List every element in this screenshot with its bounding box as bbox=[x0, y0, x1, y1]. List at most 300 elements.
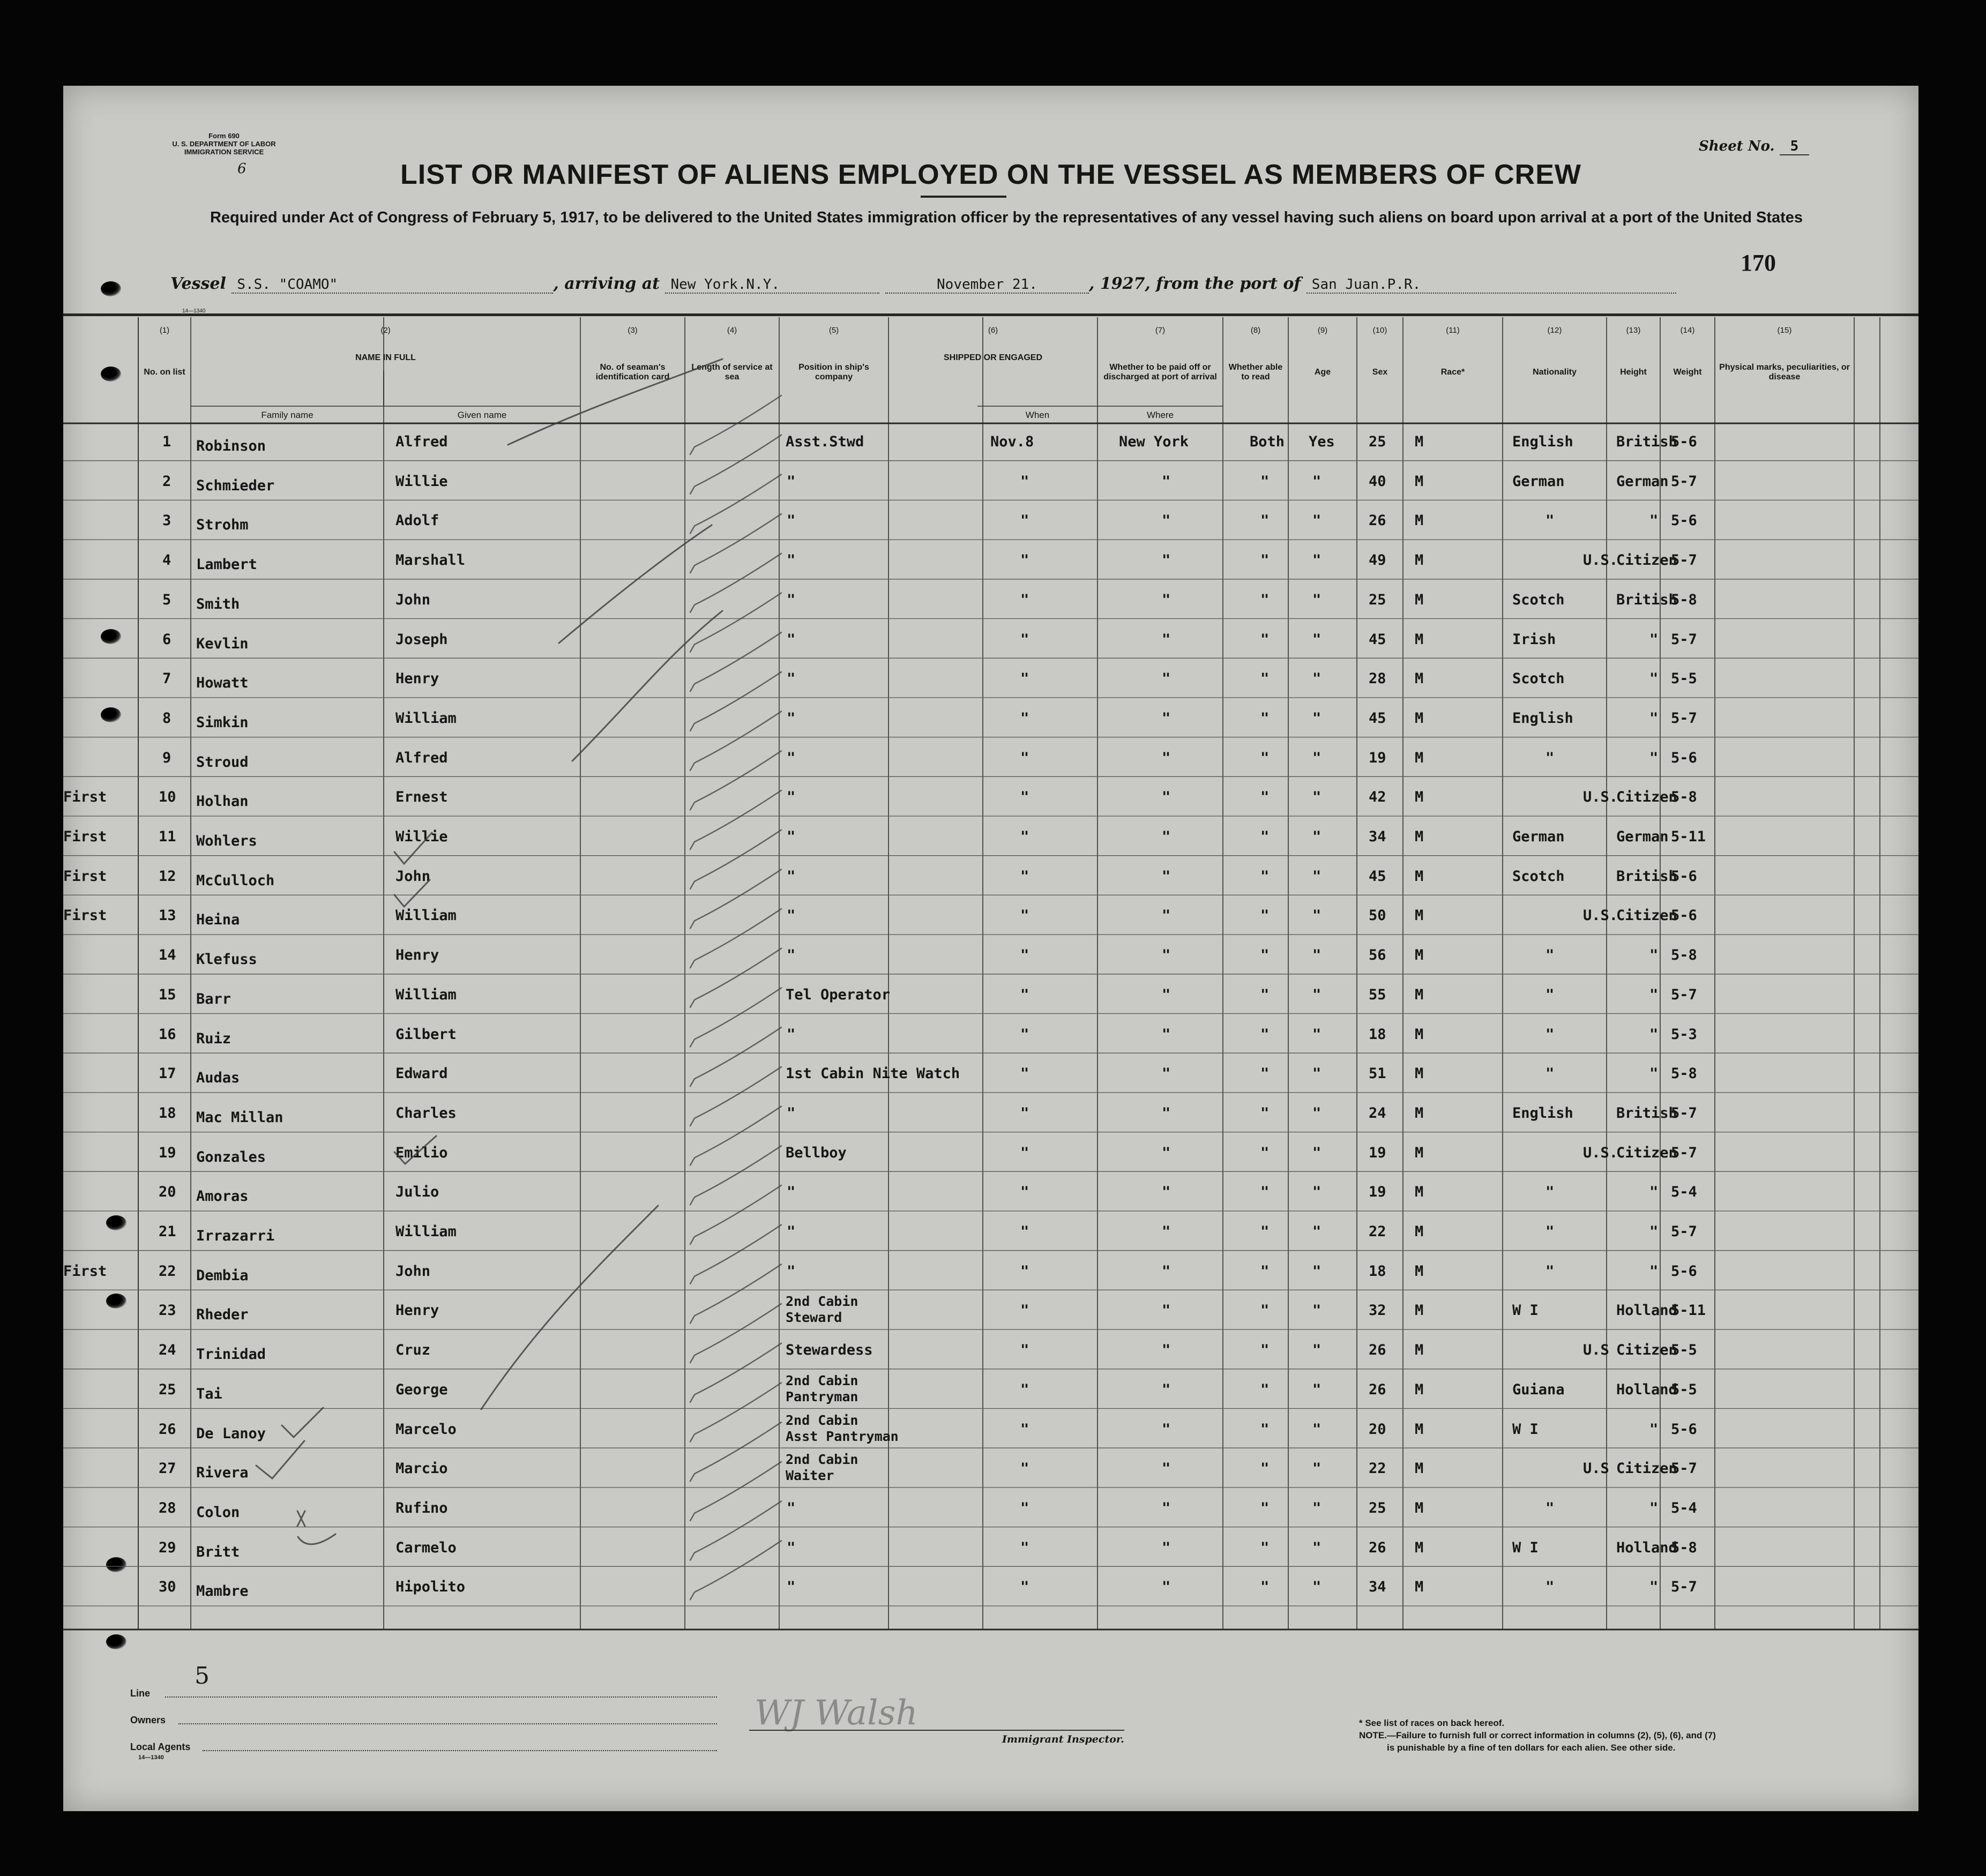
shipped-when: " bbox=[1020, 1342, 1029, 1359]
shipped-where: " bbox=[1162, 512, 1171, 529]
sex: M bbox=[1415, 1499, 1424, 1516]
binder-hole bbox=[106, 1634, 126, 1649]
sex: M bbox=[1415, 512, 1424, 529]
pencil-tick bbox=[690, 1264, 781, 1323]
position-line-1: 2nd Cabin bbox=[786, 1372, 858, 1388]
footer-line-rule bbox=[165, 1696, 717, 1698]
column-number-9: (9) bbox=[1317, 326, 1328, 335]
able-to-read: Yes bbox=[1309, 434, 1335, 450]
shipped-where: " bbox=[1162, 709, 1171, 727]
position: Stewardess bbox=[786, 1342, 873, 1359]
pencil-tick bbox=[690, 830, 781, 889]
position-line-2: Steward bbox=[786, 1310, 842, 1326]
sex: M bbox=[1415, 1302, 1424, 1319]
family-name: Britt bbox=[196, 1543, 240, 1560]
family-name: Colon bbox=[196, 1504, 240, 1521]
able-to-read: " bbox=[1312, 1184, 1321, 1201]
able-to-read: " bbox=[1312, 552, 1321, 569]
row-number: 1 bbox=[162, 434, 171, 450]
pencil-tick bbox=[690, 632, 781, 691]
shipped-when: " bbox=[1020, 1065, 1029, 1082]
sex: M bbox=[1415, 473, 1424, 490]
race: English bbox=[1512, 434, 1573, 450]
position: " bbox=[787, 907, 796, 924]
race: U.S bbox=[1583, 1342, 1609, 1359]
column-number-13: (13) bbox=[1626, 326, 1641, 335]
row-number: 5 bbox=[162, 591, 171, 608]
height: 5-6 bbox=[1671, 512, 1697, 529]
column-header-14: Weight bbox=[1673, 368, 1702, 377]
row-number: 30 bbox=[159, 1579, 176, 1596]
pencil-tick bbox=[690, 1462, 781, 1521]
shipped-where: " bbox=[1162, 868, 1171, 885]
age: 45 bbox=[1369, 868, 1386, 885]
able-to-read: " bbox=[1312, 1026, 1321, 1043]
paid-off: " bbox=[1260, 986, 1270, 1003]
able-to-read: " bbox=[1312, 947, 1321, 964]
position-line-1: 2nd Cabin bbox=[786, 1452, 858, 1468]
height: 5-7 bbox=[1671, 552, 1697, 569]
height: 5-11 bbox=[1671, 828, 1706, 845]
family-name: Klefuss bbox=[196, 951, 257, 968]
age: 34 bbox=[1369, 828, 1386, 845]
height: 5-8 bbox=[1671, 1539, 1697, 1556]
shipped-where: " bbox=[1162, 1065, 1171, 1082]
race: U.S. bbox=[1583, 552, 1618, 569]
shipped-where: " bbox=[1162, 591, 1171, 608]
column-number-11: (11) bbox=[1446, 326, 1460, 335]
paid-off: " bbox=[1260, 631, 1270, 648]
height: 5-7 bbox=[1671, 631, 1697, 648]
height: 5-8 bbox=[1671, 591, 1697, 608]
nationality: " bbox=[1649, 631, 1659, 648]
footer-line-value: 5 bbox=[195, 1662, 210, 1690]
sex: M bbox=[1415, 947, 1424, 964]
column-number-14: (14) bbox=[1680, 326, 1695, 335]
shipped-when: " bbox=[1020, 1184, 1029, 1201]
able-to-read: " bbox=[1312, 868, 1321, 885]
footer-agents-label: Local Agents bbox=[130, 1742, 191, 1752]
shipped-where: " bbox=[1162, 1104, 1171, 1122]
position-line-2: Asst Pantryman bbox=[786, 1428, 899, 1444]
shipped-when: " bbox=[1020, 1381, 1029, 1398]
given-name: Hipolito bbox=[395, 1579, 466, 1596]
binder-hole bbox=[101, 367, 121, 382]
age: 55 bbox=[1369, 986, 1386, 1003]
age: 40 bbox=[1369, 473, 1386, 490]
column-header-10: Sex bbox=[1372, 368, 1388, 377]
margin-note: First bbox=[63, 828, 107, 845]
height: 5-6 bbox=[1671, 1262, 1697, 1280]
race: German bbox=[1512, 473, 1565, 490]
age: 18 bbox=[1369, 1262, 1386, 1280]
family-name: Smith bbox=[196, 595, 240, 612]
position: " bbox=[787, 670, 796, 687]
age: 25 bbox=[1369, 591, 1386, 608]
position: " bbox=[787, 828, 796, 845]
paid-off: " bbox=[1260, 947, 1270, 964]
able-to-read: " bbox=[1312, 1579, 1321, 1596]
family-name: Mac Millan bbox=[196, 1109, 283, 1126]
age: 49 bbox=[1369, 552, 1386, 569]
shipped-when: " bbox=[1020, 789, 1029, 806]
row-number: 26 bbox=[159, 1421, 176, 1438]
sex: M bbox=[1415, 1262, 1424, 1280]
height: 5-8 bbox=[1671, 1065, 1697, 1082]
height: 5-7 bbox=[1671, 1104, 1697, 1122]
row-number: 22 bbox=[159, 1262, 176, 1280]
row-number: 24 bbox=[159, 1342, 176, 1359]
race: " bbox=[1546, 1065, 1555, 1082]
row-number: 19 bbox=[159, 1144, 176, 1161]
sex: M bbox=[1415, 986, 1424, 1003]
inspector-label: Immigrant Inspector. bbox=[1002, 1733, 1124, 1745]
race: " bbox=[1546, 1262, 1555, 1280]
age: 56 bbox=[1369, 947, 1386, 964]
given-name: Alfred bbox=[395, 434, 448, 450]
position-line-1: 2nd Cabin bbox=[786, 1412, 858, 1428]
nationality: " bbox=[1649, 1065, 1659, 1082]
able-to-read: " bbox=[1312, 591, 1321, 608]
position: " bbox=[787, 631, 796, 648]
paid-off: " bbox=[1260, 670, 1270, 687]
position: " bbox=[787, 591, 796, 608]
family-name: Barr bbox=[196, 990, 232, 1007]
shipped-when: " bbox=[1020, 1104, 1029, 1122]
paid-off: " bbox=[1260, 1223, 1270, 1240]
race: U.S. bbox=[1583, 907, 1618, 924]
position: Bellboy bbox=[786, 1144, 847, 1161]
family-name: Tai bbox=[196, 1385, 222, 1402]
position: " bbox=[787, 473, 796, 490]
given-name: Edward bbox=[395, 1065, 448, 1082]
shipped-when: " bbox=[1020, 552, 1029, 569]
race: Scotch bbox=[1512, 670, 1565, 687]
column-number-1: (1) bbox=[159, 326, 170, 335]
sex: M bbox=[1415, 1223, 1424, 1240]
shipped-when: " bbox=[1020, 1262, 1029, 1280]
column-number-8: (8) bbox=[1250, 326, 1261, 335]
height: 5-7 bbox=[1671, 986, 1697, 1003]
height: 5-3 bbox=[1671, 1026, 1697, 1043]
paid-off: " bbox=[1260, 1460, 1270, 1477]
height: 5-6 bbox=[1671, 749, 1697, 766]
footer-owners-rule bbox=[178, 1723, 717, 1724]
row-number: 23 bbox=[159, 1302, 176, 1319]
age: 45 bbox=[1369, 631, 1386, 648]
paid-off: " bbox=[1260, 1421, 1270, 1438]
nationality: " bbox=[1649, 670, 1659, 687]
paid-off: " bbox=[1260, 1579, 1270, 1596]
column-number-3: (3) bbox=[628, 326, 638, 335]
column-number-12: (12) bbox=[1547, 326, 1562, 335]
sex: M bbox=[1415, 670, 1424, 687]
shipped-where: " bbox=[1162, 1460, 1171, 1477]
height: 5-6 bbox=[1671, 1421, 1697, 1438]
inspector-rule bbox=[749, 1730, 1124, 1731]
race: U.S. bbox=[1583, 1144, 1618, 1161]
able-to-read: " bbox=[1312, 1499, 1321, 1516]
row-number: 8 bbox=[162, 709, 171, 727]
binder-hole bbox=[106, 1215, 126, 1230]
nationality: " bbox=[1649, 512, 1659, 529]
row-number: 27 bbox=[159, 1460, 176, 1477]
family-name: Strohm bbox=[196, 517, 249, 534]
given-name: Emilio bbox=[395, 1144, 448, 1161]
footnote-penalty-cont: is punishable by a fine of ten dollars for each alien. See other side. bbox=[1387, 1743, 1676, 1753]
column-header-9: Age bbox=[1314, 368, 1331, 377]
shipped-where: " bbox=[1162, 1381, 1171, 1398]
sheet-number: Sheet No. 5 bbox=[1699, 138, 1809, 154]
race: " bbox=[1546, 1184, 1555, 1201]
position: " bbox=[787, 789, 796, 806]
able-to-read: " bbox=[1312, 986, 1321, 1003]
able-to-read: " bbox=[1312, 631, 1321, 648]
age: 42 bbox=[1369, 789, 1386, 806]
position: " bbox=[787, 749, 796, 766]
family-name: Holhan bbox=[196, 793, 249, 810]
row-number: 15 bbox=[159, 986, 176, 1003]
race: " bbox=[1546, 1499, 1555, 1516]
nationality: " bbox=[1649, 749, 1659, 766]
sex: M bbox=[1415, 434, 1424, 450]
row-number: 10 bbox=[159, 789, 176, 806]
height: 5-4 bbox=[1671, 1499, 1697, 1516]
pencil-tick bbox=[690, 593, 781, 652]
margin-note: First bbox=[63, 907, 107, 924]
given-name: William bbox=[395, 709, 457, 727]
pencil-tick bbox=[690, 712, 781, 771]
sex: M bbox=[1415, 789, 1424, 806]
pencil-tick bbox=[690, 1422, 781, 1481]
column-header-8: Whether able to read bbox=[1228, 363, 1283, 382]
able-to-read: " bbox=[1312, 1381, 1321, 1398]
given-name: Gilbert bbox=[395, 1026, 457, 1043]
shipped-where: " bbox=[1162, 749, 1171, 766]
vessel-line: Vessel S.S. "COAMO" , arriving at New York.N.Y. November 21. , 1927, from the port of San Juan.P.R. bbox=[170, 274, 1676, 294]
binder-hole bbox=[101, 629, 121, 644]
age: 32 bbox=[1369, 1302, 1386, 1319]
height: 5-8 bbox=[1671, 947, 1697, 964]
shipped-when: " bbox=[1020, 749, 1029, 766]
height: 5-6 bbox=[1671, 868, 1697, 885]
given-name: William bbox=[395, 907, 457, 924]
age: 19 bbox=[1369, 1184, 1386, 1201]
paid-off: " bbox=[1260, 1342, 1270, 1359]
age: 20 bbox=[1369, 1421, 1386, 1438]
family-name: Rivera bbox=[196, 1464, 249, 1482]
sex: M bbox=[1415, 907, 1424, 924]
given-name: William bbox=[395, 986, 457, 1003]
pencil-tick bbox=[690, 1304, 781, 1363]
position: " bbox=[787, 1262, 796, 1280]
footer-owners-label: Owners bbox=[130, 1715, 166, 1725]
form-identifier: Form 690 U. S. DEPARTMENT OF LABOR IMMIGRATION SERVICE bbox=[172, 132, 276, 156]
nationality: " bbox=[1649, 709, 1659, 727]
footer-agents-rule bbox=[203, 1750, 717, 1751]
family-name: Wohlers bbox=[196, 833, 257, 849]
subheader-given: Given name bbox=[457, 410, 507, 420]
position: " bbox=[787, 1579, 796, 1596]
column-number-4: (4) bbox=[727, 326, 737, 335]
paid-off: " bbox=[1260, 1381, 1270, 1398]
family-name: Mambre bbox=[196, 1583, 249, 1600]
shipped-where: " bbox=[1162, 552, 1171, 569]
position: " bbox=[787, 1223, 796, 1240]
given-name: Rufino bbox=[395, 1499, 448, 1516]
column-header-6: SHIPPED OR ENGAGED bbox=[943, 353, 1043, 362]
sex: M bbox=[1415, 1579, 1424, 1596]
height: 5-7 bbox=[1671, 473, 1697, 490]
row-number: 9 bbox=[162, 749, 171, 766]
shipped-where: " bbox=[1162, 947, 1171, 964]
height: 5-11 bbox=[1671, 1302, 1706, 1319]
shipped-when: " bbox=[1020, 1026, 1029, 1043]
able-to-read: " bbox=[1312, 1460, 1321, 1477]
race: W I bbox=[1512, 1421, 1539, 1438]
family-name: Stroud bbox=[196, 753, 249, 771]
paid-off: " bbox=[1260, 789, 1270, 806]
handwritten-mark: 6 bbox=[237, 161, 247, 177]
sex: M bbox=[1415, 631, 1424, 648]
age: 26 bbox=[1369, 1342, 1386, 1359]
sex: M bbox=[1415, 1026, 1424, 1043]
given-name: George bbox=[395, 1381, 448, 1398]
pencil-tick bbox=[690, 1343, 781, 1402]
sex: M bbox=[1415, 709, 1424, 727]
height: 5-7 bbox=[1671, 1144, 1697, 1161]
nationality: Citizen bbox=[1616, 1342, 1677, 1359]
able-to-read: " bbox=[1312, 749, 1321, 766]
shipped-where: " bbox=[1162, 670, 1171, 687]
shipped-when: Nov.8 bbox=[990, 434, 1034, 450]
pencil-tick bbox=[690, 435, 781, 494]
pencil-tick bbox=[690, 1027, 781, 1086]
family-name: Irrazarri bbox=[196, 1228, 275, 1244]
shipped-when: " bbox=[1020, 709, 1029, 727]
race: " bbox=[1546, 749, 1555, 766]
paid-off: " bbox=[1260, 868, 1270, 885]
position: " bbox=[787, 1539, 796, 1556]
able-to-read: " bbox=[1312, 1421, 1321, 1438]
age: 25 bbox=[1369, 1499, 1386, 1516]
column-number-10: (10) bbox=[1372, 326, 1387, 335]
shipped-where: " bbox=[1162, 907, 1171, 924]
family-name: Kevlin bbox=[196, 635, 249, 652]
column-number-5: (5) bbox=[828, 326, 839, 335]
pencil-tick bbox=[690, 869, 781, 928]
column-header-1: No. on list bbox=[144, 368, 185, 377]
age: 22 bbox=[1369, 1460, 1386, 1477]
race: " bbox=[1546, 986, 1555, 1003]
family-name: Lambert bbox=[196, 556, 257, 573]
sex: M bbox=[1415, 749, 1424, 766]
paid-off: " bbox=[1260, 1539, 1270, 1556]
able-to-read: " bbox=[1312, 512, 1321, 529]
sex: M bbox=[1415, 1065, 1424, 1082]
paid-off: " bbox=[1260, 512, 1270, 529]
nationality: " bbox=[1649, 1499, 1659, 1516]
able-to-read: " bbox=[1312, 709, 1321, 727]
age: 25 bbox=[1369, 434, 1386, 450]
race: Scotch bbox=[1512, 591, 1565, 608]
pencil-tick bbox=[690, 1067, 781, 1126]
race: U.S bbox=[1583, 1460, 1609, 1477]
age: 26 bbox=[1369, 1381, 1386, 1398]
nationality: " bbox=[1649, 1262, 1659, 1280]
able-to-read: " bbox=[1312, 1262, 1321, 1280]
nationality: Holland bbox=[1616, 1302, 1677, 1319]
sex: M bbox=[1415, 1342, 1424, 1359]
sex: M bbox=[1415, 1421, 1424, 1438]
shipped-when: " bbox=[1020, 1421, 1029, 1438]
shipped-where: " bbox=[1162, 473, 1171, 490]
age: 26 bbox=[1369, 512, 1386, 529]
race: German bbox=[1512, 828, 1565, 845]
shipped-where: " bbox=[1162, 986, 1171, 1003]
nationality: " bbox=[1649, 1223, 1659, 1240]
paid-off: " bbox=[1260, 1104, 1270, 1122]
row-number: 28 bbox=[159, 1499, 176, 1516]
shipped-where: " bbox=[1162, 1421, 1171, 1438]
given-name: John bbox=[395, 591, 431, 608]
able-to-read: " bbox=[1312, 1539, 1321, 1556]
paid-off: " bbox=[1260, 1499, 1270, 1516]
sex: M bbox=[1415, 1460, 1424, 1477]
paid-off: " bbox=[1260, 828, 1270, 845]
pencil-tick bbox=[690, 1541, 781, 1600]
race: " bbox=[1546, 1026, 1555, 1043]
pencil-tick bbox=[690, 1185, 781, 1244]
pencil-tick bbox=[690, 790, 781, 849]
shipped-where: " bbox=[1162, 1579, 1171, 1596]
position-line-1: 2nd Cabin bbox=[786, 1294, 858, 1310]
family-name: Schmieder bbox=[196, 477, 275, 494]
position: " bbox=[787, 709, 796, 727]
shipped-where: " bbox=[1162, 1223, 1171, 1240]
given-name: Julio bbox=[395, 1184, 439, 1201]
age: 26 bbox=[1369, 1539, 1386, 1556]
pencil-tick bbox=[690, 1501, 781, 1560]
shipped-when: " bbox=[1020, 828, 1029, 845]
position: " bbox=[787, 868, 796, 885]
able-to-read: " bbox=[1312, 789, 1321, 806]
subheader-when: When bbox=[1025, 410, 1050, 420]
position: " bbox=[787, 1026, 796, 1043]
binder-hole bbox=[101, 281, 121, 296]
row-number: 2 bbox=[162, 473, 171, 490]
title-underline bbox=[921, 196, 1006, 198]
row-number: 18 bbox=[159, 1104, 176, 1122]
column-number-7: (7) bbox=[1155, 326, 1166, 335]
position-line-2: Waiter bbox=[786, 1468, 834, 1484]
shipped-where: " bbox=[1162, 789, 1171, 806]
paid-off: " bbox=[1260, 1065, 1270, 1082]
race: " bbox=[1546, 1223, 1555, 1240]
race: English bbox=[1512, 709, 1573, 727]
given-name: Marcelo bbox=[395, 1421, 457, 1438]
height: 5-5 bbox=[1671, 1381, 1697, 1398]
nationality: British bbox=[1616, 591, 1677, 608]
given-name: Charles bbox=[395, 1104, 457, 1122]
race: Scotch bbox=[1512, 868, 1565, 885]
pencil-tick bbox=[690, 1107, 781, 1165]
able-to-read: " bbox=[1312, 670, 1321, 687]
shipped-when: " bbox=[1020, 473, 1029, 490]
shipped-when: " bbox=[1020, 631, 1029, 648]
sex: M bbox=[1415, 1104, 1424, 1122]
able-to-read: " bbox=[1312, 1144, 1321, 1161]
